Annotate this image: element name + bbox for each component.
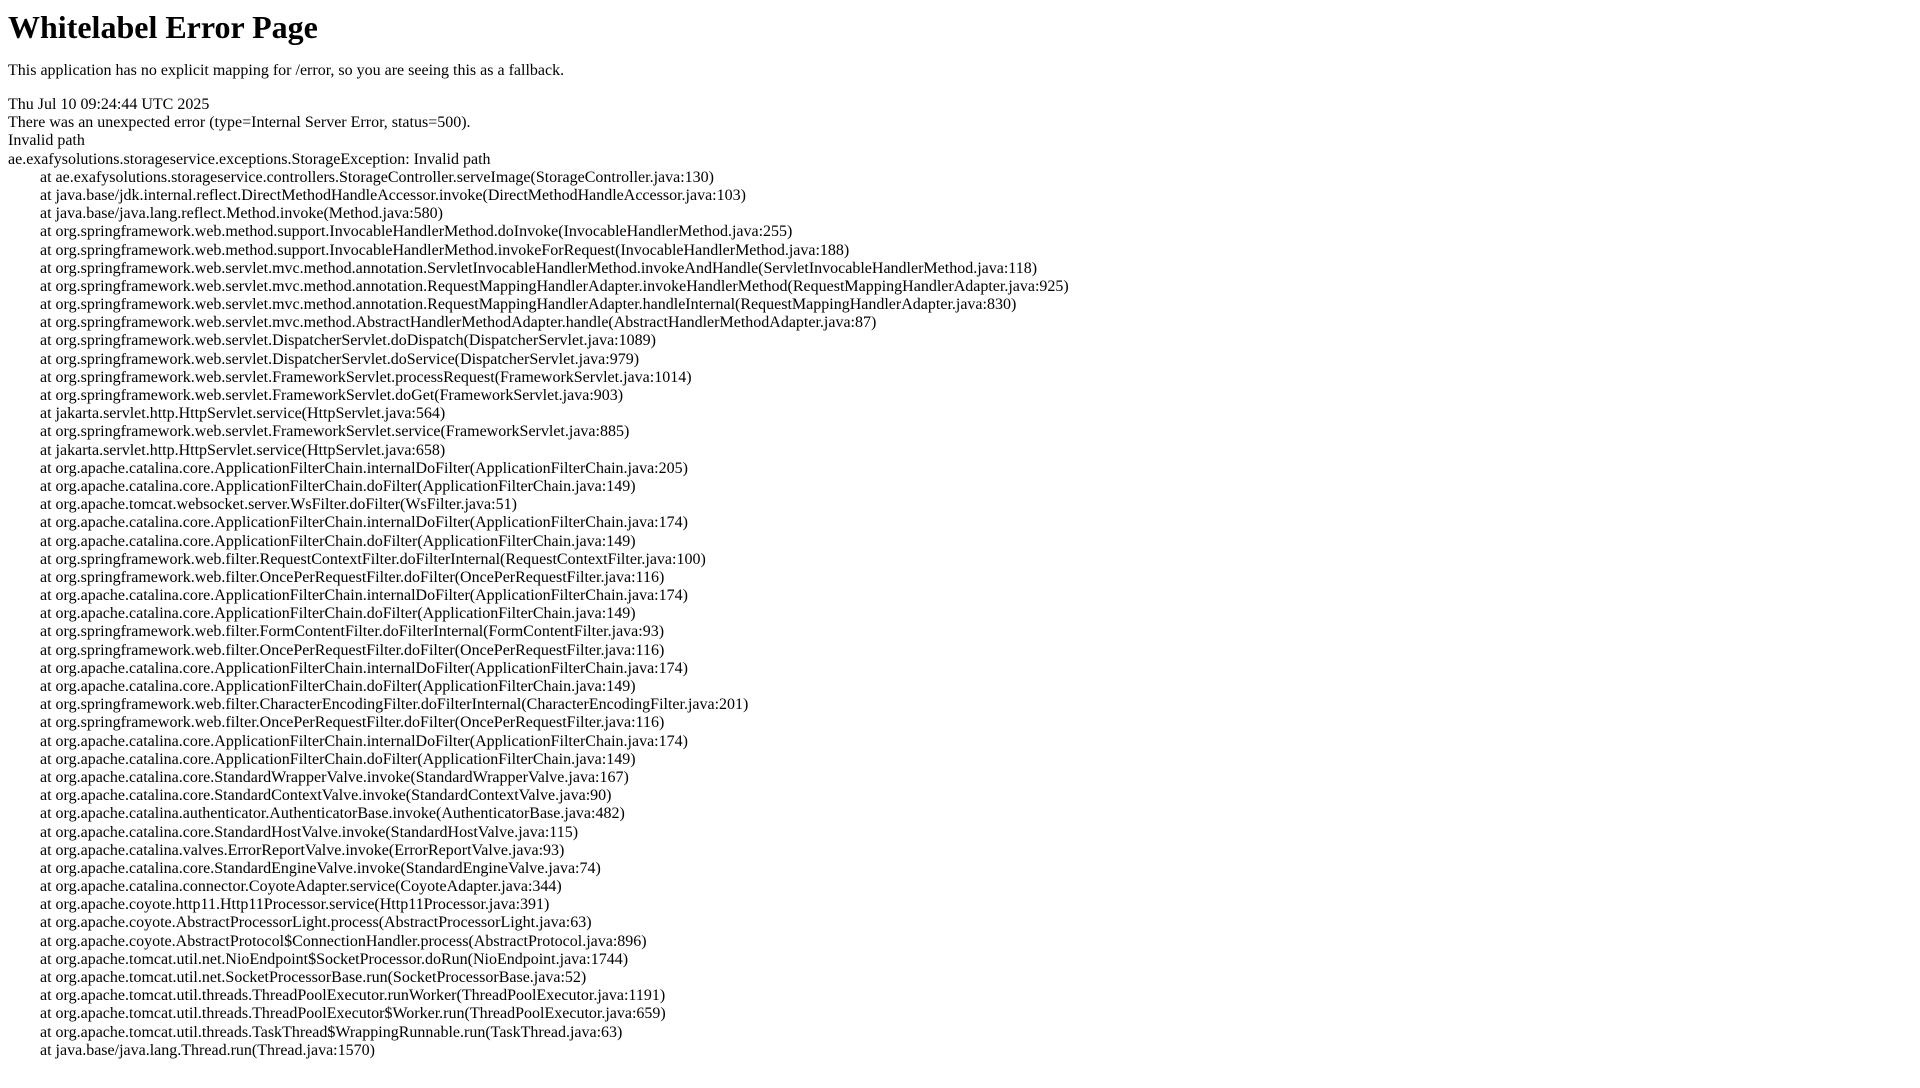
stack-trace-line: at org.apache.catalina.valves.ErrorReportValve.invoke(ErrorReportValve.java:93) bbox=[40, 841, 565, 859]
stack-trace-line: at org.apache.catalina.core.ApplicationFilterChain.doFilter(ApplicationFilterChain.java:149) bbox=[40, 678, 636, 695]
stack-trace-line: at org.springframework.web.filter.CharacterEncodingFilter.doFilterInternal(CharacterEncodingFilter.java:201) bbox=[40, 696, 749, 714]
stack-trace-line: at org.springframework.web.servlet.DispatcherServlet.doDispatch(DispatcherServlet.java:1089) bbox=[40, 332, 656, 350]
stack-trace-line: at org.springframework.web.servlet.mvc.method.AbstractHandlerMethodAdapter.handle(AbstractHandlerMethodAdapter.java:87) bbox=[40, 314, 877, 332]
stack-trace-line: at org.apache.coyote.http11.Http11Processor.service(Http11Processor.java:391) bbox=[40, 896, 550, 914]
page-title: Whitelabel Error Page bbox=[8, 9, 318, 45]
stack-trace-line: at org.apache.coyote.AbstractProtocol$ConnectionHandler.process(AbstractProtocol.java:896) bbox=[40, 932, 647, 950]
stack-trace-line: at jakarta.servlet.http.HttpServlet.service(HttpServlet.java:564) bbox=[40, 405, 446, 423]
stack-trace-line: at org.springframework.web.servlet.mvc.method.annotation.RequestMappingHandlerAdapter.invokeHandlerMethod(RequestMappingHandlerAdapter.java:925) bbox=[40, 277, 1069, 295]
stack-trace-line: at jakarta.servlet.http.HttpServlet.service(HttpServlet.java:658) bbox=[40, 441, 446, 459]
fallback-message: This application has no explicit mapping for /error, so you are seeing this as a fallback. bbox=[8, 62, 565, 79]
error-timestamp: Thu Jul 10 09:24:44 UTC 2025 bbox=[8, 96, 210, 113]
stack-trace-line: at org.apache.coyote.AbstractProcessorLight.process(AbstractProcessorLight.java:63) bbox=[40, 914, 592, 932]
stack-trace-line: at org.apache.catalina.core.ApplicationFilterChain.internalDoFilter(ApplicationFilterChain.java:174) bbox=[40, 732, 688, 750]
stack-trace-line: at org.springframework.web.filter.OncePerRequestFilter.doFilter(OncePerRequestFilter.java:116) bbox=[40, 641, 665, 659]
exception-line: ae.exafysolutions.storageservice.exceptions.StorageException: Invalid path bbox=[8, 150, 491, 168]
stack-trace-line: at org.apache.tomcat.util.net.NioEndpoint$SocketProcessor.doRun(NioEndpoint.java:1744) bbox=[40, 950, 629, 968]
stack-trace-line: at java.base/java.lang.reflect.Method.invoke(Method.java:580) bbox=[40, 205, 443, 223]
stack-trace-line: at org.apache.catalina.connector.CoyoteAdapter.service(CoyoteAdapter.java:344) bbox=[40, 878, 562, 896]
stack-trace-line: at org.apache.catalina.core.ApplicationFilterChain.doFilter(ApplicationFilterChain.java:149) bbox=[40, 750, 636, 768]
stack-trace-line: at org.springframework.web.filter.RequestContextFilter.doFilterInternal(RequestContextFilter.java:100) bbox=[40, 550, 706, 568]
stack-trace-line: at org.springframework.web.filter.OncePerRequestFilter.doFilter(OncePerRequestFilter.java:116) bbox=[40, 568, 665, 586]
stack-trace-line: at org.springframework.web.servlet.FrameworkServlet.processRequest(FrameworkServlet.java:1014) bbox=[40, 368, 692, 386]
stack-trace-line: at org.apache.tomcat.util.net.SocketProcessorBase.run(SocketProcessorBase.java:52) bbox=[40, 969, 587, 986]
stack-trace-line: at org.springframework.web.servlet.DispatcherServlet.doService(DispatcherServlet.java:979) bbox=[40, 350, 640, 368]
stack-trace-line: at org.springframework.web.method.support.InvocableHandlerMethod.invokeForRequest(InvocableHandlerMethod.java:188) bbox=[40, 241, 850, 259]
stack-trace-line: at org.apache.catalina.core.StandardHostValve.invoke(StandardHostValve.java:115) bbox=[40, 823, 579, 841]
stack-trace-line: at org.springframework.web.servlet.mvc.method.annotation.RequestMappingHandlerAdapter.handleInternal(RequestMappingHandlerAdapter.java:830) bbox=[40, 296, 1017, 314]
error-summary: There was an unexpected error (type=Internal Server Error, status=500). bbox=[8, 114, 471, 132]
stack-trace-line: at org.apache.catalina.core.ApplicationFilterChain.internalDoFilter(ApplicationFilterChain.java:174) bbox=[40, 514, 688, 532]
stack-trace-line: at org.apache.catalina.core.ApplicationFilterChain.doFilter(ApplicationFilterChain.java:149) bbox=[40, 477, 636, 495]
error-page bbox=[0, 8, 1920, 1060]
stack-trace-line: at org.springframework.web.servlet.mvc.method.annotation.ServletInvocableHandlerMethod.invokeAndHandle(ServletInvocableHandlerMethod.java:118) bbox=[40, 259, 1038, 277]
error-message: Invalid path bbox=[8, 132, 85, 150]
stack-trace-line: at org.apache.catalina.core.StandardWrapperValve.invoke(StandardWrapperValve.java:167) bbox=[40, 768, 629, 786]
stack-trace-line: at java.base/java.lang.Thread.run(Thread.java:1570) bbox=[40, 1041, 375, 1059]
stack-trace-line: at org.springframework.web.filter.FormContentFilter.doFilterInternal(FormContentFilter.java:93) bbox=[40, 623, 665, 641]
stack-trace-line: at ae.exafysolutions.storageservice.controllers.StorageController.serveImage(StorageController.java:130) bbox=[40, 168, 714, 186]
stack-trace-line: at org.apache.tomcat.websocket.server.WsFilter.doFilter(WsFilter.java:51) bbox=[40, 496, 517, 514]
stack-trace-line: at org.apache.catalina.core.StandardEngineValve.invoke(StandardEngineValve.java:74) bbox=[40, 859, 601, 877]
stack-trace-line: at org.apache.catalina.core.ApplicationFilterChain.doFilter(ApplicationFilterChain.java:149) bbox=[40, 605, 636, 623]
stack-trace-line: at org.apache.tomcat.util.threads.TaskThread$WrappingRunnable.run(TaskThread.java:63) bbox=[40, 1023, 623, 1041]
stack-trace-line: at org.springframework.web.filter.OncePerRequestFilter.doFilter(OncePerRequestFilter.java:116) bbox=[40, 714, 665, 732]
stack-trace-line: at org.apache.catalina.core.ApplicationFilterChain.internalDoFilter(ApplicationFilterChain.java:174) bbox=[40, 659, 688, 677]
stack-trace-line: at org.apache.catalina.authenticator.AuthenticatorBase.invoke(AuthenticatorBase.java:482) bbox=[40, 805, 625, 823]
stack-trace-line: at org.springframework.web.method.support.InvocableHandlerMethod.doInvoke(InvocableHandlerMethod.java:255) bbox=[40, 223, 793, 241]
stack-trace-line: at org.apache.catalina.core.StandardContextValve.invoke(StandardContextValve.java:90) bbox=[40, 787, 612, 805]
stack-trace-line: at org.springframework.web.servlet.FrameworkServlet.service(FrameworkServlet.java:885) bbox=[40, 423, 630, 441]
stack-trace-line: at org.apache.catalina.core.ApplicationFilterChain.internalDoFilter(ApplicationFilterChain.java:174) bbox=[40, 587, 688, 605]
stack-trace-line: at org.apache.catalina.core.ApplicationFilterChain.doFilter(ApplicationFilterChain.java:149) bbox=[40, 532, 636, 550]
stack-trace-line: at org.springframework.web.servlet.FrameworkServlet.doGet(FrameworkServlet.java:903) bbox=[40, 387, 624, 404]
stack-trace bbox=[8, 169, 1912, 1060]
stack-trace-line: at org.apache.tomcat.util.threads.ThreadPoolExecutor$Worker.run(ThreadPoolExecutor.java:659) bbox=[40, 1005, 666, 1023]
error-details bbox=[8, 96, 1912, 1060]
stack-trace-line: at org.apache.tomcat.util.threads.ThreadPoolExecutor.runWorker(ThreadPoolExecutor.java:1191) bbox=[40, 987, 666, 1005]
stack-trace-line: at java.base/jdk.internal.reflect.DirectMethodHandleAccessor.invoke(DirectMethodHandleAccessor.java:103) bbox=[40, 186, 746, 204]
stack-trace-line: at org.apache.catalina.core.ApplicationFilterChain.internalDoFilter(ApplicationFilterChain.java:205) bbox=[40, 459, 688, 477]
